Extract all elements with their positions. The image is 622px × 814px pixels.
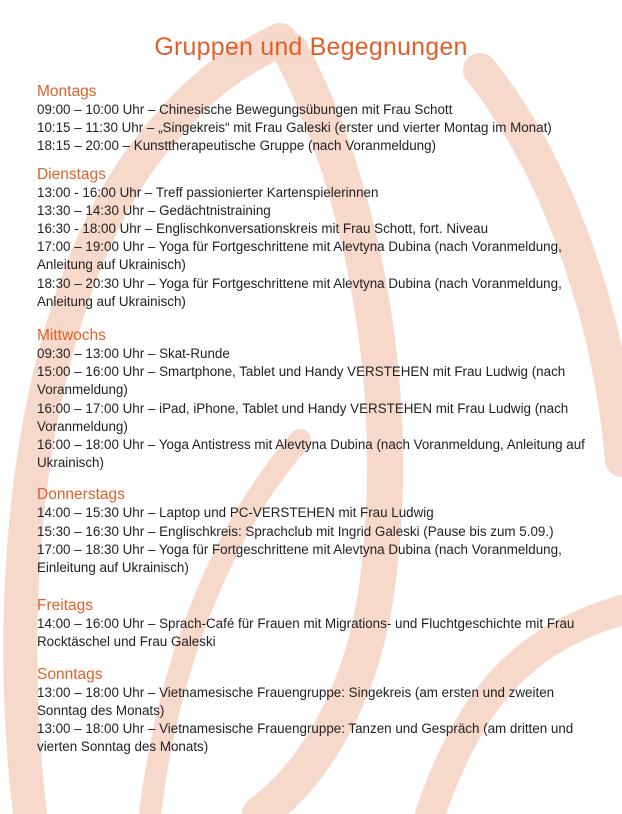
schedule-entry: 13:00 - 16:00 Uhr – Treff passionierter Kartenspielerinnen (37, 184, 379, 200)
schedule-document (37, 30, 607, 756)
page-title: Gruppen und Begegnungen (154, 33, 468, 61)
schedule-entry: 18:30 – 20:30 Uhr – Yoga für Fortgeschrittene mit Alevtyna Dubina (nach Voranmeldung, Anleitung auf Ukrainisch) (37, 275, 562, 309)
schedule-entry: 14:00 – 15:30 Uhr – Laptop und PC-VERSTEHEN mit Frau Ludwig (37, 505, 434, 521)
schedule-entry: 15:30 – 16:30 Uhr – Englischkreis: Sprachclub mit Ingrid Galeski (Pause bis zum 5.09.) (37, 523, 554, 539)
schedule-entry: 09:00 – 10:00 Uhr – Chinesische Bewegungsübungen mit Frau Schott (37, 102, 453, 117)
section-montags (37, 83, 607, 156)
schedule-entry: 17:00 – 19:00 Uhr – Yoga für Fortgeschrittene mit Alevtyna Dubina (nach Voranmeldung, Anleitung auf Ukrainisch) (37, 239, 562, 273)
schedule-entry: 10:15 – 11:30 Uhr – „Singekreis“ mit Frau Galeski (erster und vierter Montag im Monat) (37, 120, 552, 136)
schedule-entry: 16:30 - 18:00 Uhr – Englischkonversationskreis mit Frau Schott, fort. Niveau (37, 221, 489, 237)
day-heading: Sonntags (37, 665, 103, 683)
day-heading: Freitags (37, 597, 93, 615)
section-mittwochs (37, 327, 607, 472)
day-heading: Montags (37, 83, 97, 100)
schedule-entry: 17:00 – 18:30 Uhr – Yoga für Fortgeschrittene mit Alevtyna Dubina (nach Voranmeldung, Einleitung auf Ukrainisch) (37, 541, 562, 576)
schedule-entry: 14:00 – 16:00 Uhr – Sprach-Café für Frauen mit Migrations- und Fluchtgeschichte mit Frau Rocktäschel und Frau Galeski (37, 616, 575, 650)
schedule-sections (37, 83, 607, 756)
section-freitags (37, 597, 607, 651)
day-heading: Donnerstags (37, 486, 125, 504)
schedule-entry: 18:15 – 20:00 – Kunsttherapeutische Gruppe (nach Voranmeldung) (37, 138, 437, 154)
schedule-entry: 13:00 – 18:00 Uhr – Vietnamesische Frauengruppe: Singekreis (am ersten und zweiten Sonntag des Monats) (37, 684, 555, 718)
schedule-entry: 09:30 – 13:00 Uhr – Skat-Runde (37, 346, 230, 362)
section-sonntags (37, 666, 607, 757)
section-dienstags (37, 166, 607, 311)
day-heading: Dienstags (37, 165, 106, 183)
schedule-entry: 15:00 – 16:00 Uhr – Smartphone, Tablet und Handy VERSTEHEN mit Frau Ludwig (nach Voranmeldung) (37, 364, 566, 398)
section-donnerstags (37, 486, 607, 577)
schedule-entry: 13:00 – 18:00 Uhr – Vietnamesische Frauengruppe: Tanzen und Gespräch (am dritten und vierten Sonntag des Monats) (37, 721, 574, 755)
schedule-entry: 13:30 – 14:30 Uhr – Gedächtnistraining (37, 202, 271, 218)
schedule-entry: 16:00 – 18:00 Uhr – Yoga Antistress mit Alevtyna Dubina (nach Voranmeldung, Anleitung auf Ukrainisch) (37, 437, 585, 471)
day-heading: Mittwochs (37, 327, 106, 345)
schedule-entry: 16:00 – 17:00 Uhr – iPad, iPhone, Tablet und Handy VERSTEHEN mit Frau Ludwig (nach Voranmeldung) (37, 400, 569, 434)
